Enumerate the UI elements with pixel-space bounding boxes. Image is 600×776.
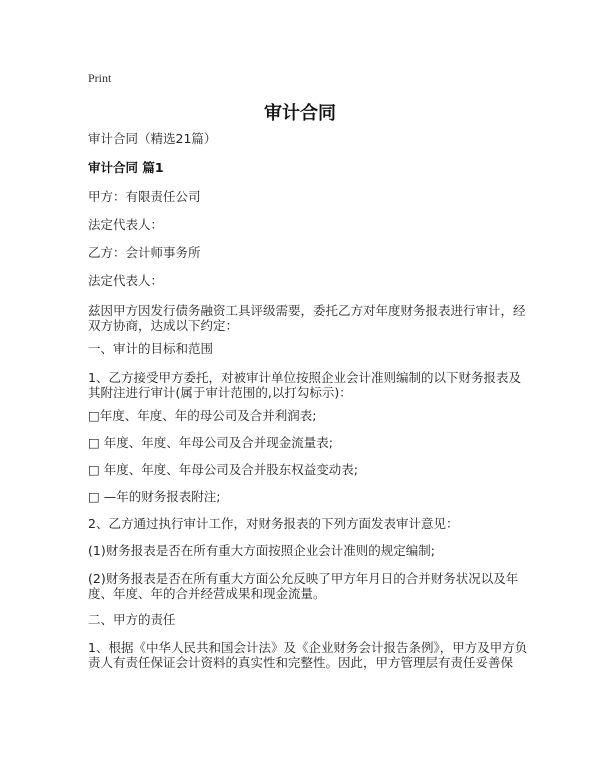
paragraph: 二、甲方的责任 xyxy=(88,612,176,627)
checkbox-item: □ —年的财务报表附注; xyxy=(88,489,221,504)
checkbox-item: □ 年度、年度、年母公司及合并股东权益变动表; xyxy=(88,462,358,477)
paragraph: 甲方：有限责任公司 xyxy=(88,189,201,204)
document-title: 审计合同 xyxy=(264,103,336,124)
checkbox-item: □年度、年度、年的母公司及合并利润表; xyxy=(88,408,317,423)
paragraph: 法定代表人： xyxy=(88,217,164,232)
paragraph: 法定代表人： xyxy=(88,273,164,288)
paragraph: 1、乙方接受甲方委托，对被审计单位按照企业会计准则编制的以下财务报表及其附注进行审计(属于审计范围的,以打勾标示)： xyxy=(88,370,521,400)
paragraph: 2、乙方通过执行审计工作，对财务报表的下列方面发表审计意见： xyxy=(88,516,459,531)
section-heading: 审计合同 篇1 xyxy=(88,160,164,175)
paragraph: 乙方：会计师事务所 xyxy=(88,245,201,260)
paragraph: 1、根据《中华人民共和国会计法》及《企业财务会计报告条例》，甲方及甲方负责人有责任保证会计资料的真实性和完整性。因此，甲方管理层有责任妥善保 xyxy=(88,640,528,670)
subtitle: 审计合同（精选21篇） xyxy=(88,131,217,146)
paragraph: 兹因甲方因发行债务融资工具评级需要，委托乙方对年度财务报表进行审计，经双方协商，达成以下约定： xyxy=(88,303,526,333)
checkbox-item: □ 年度、年度、年母公司及合并现金流量表; xyxy=(88,435,333,450)
paragraph: 一、审计的目标和范围 xyxy=(88,341,214,356)
paragraph: (1)财务报表是否在所有重大方面按照企业会计准则的规定编制; xyxy=(88,543,435,558)
print-link[interactable]: Print xyxy=(88,71,112,85)
paragraph: (2)财务报表是否在所有重大方面公允反映了甲方年月日的合并财务状况以及年度、年度、年的合并经营成果和现金流量。 xyxy=(88,571,519,601)
